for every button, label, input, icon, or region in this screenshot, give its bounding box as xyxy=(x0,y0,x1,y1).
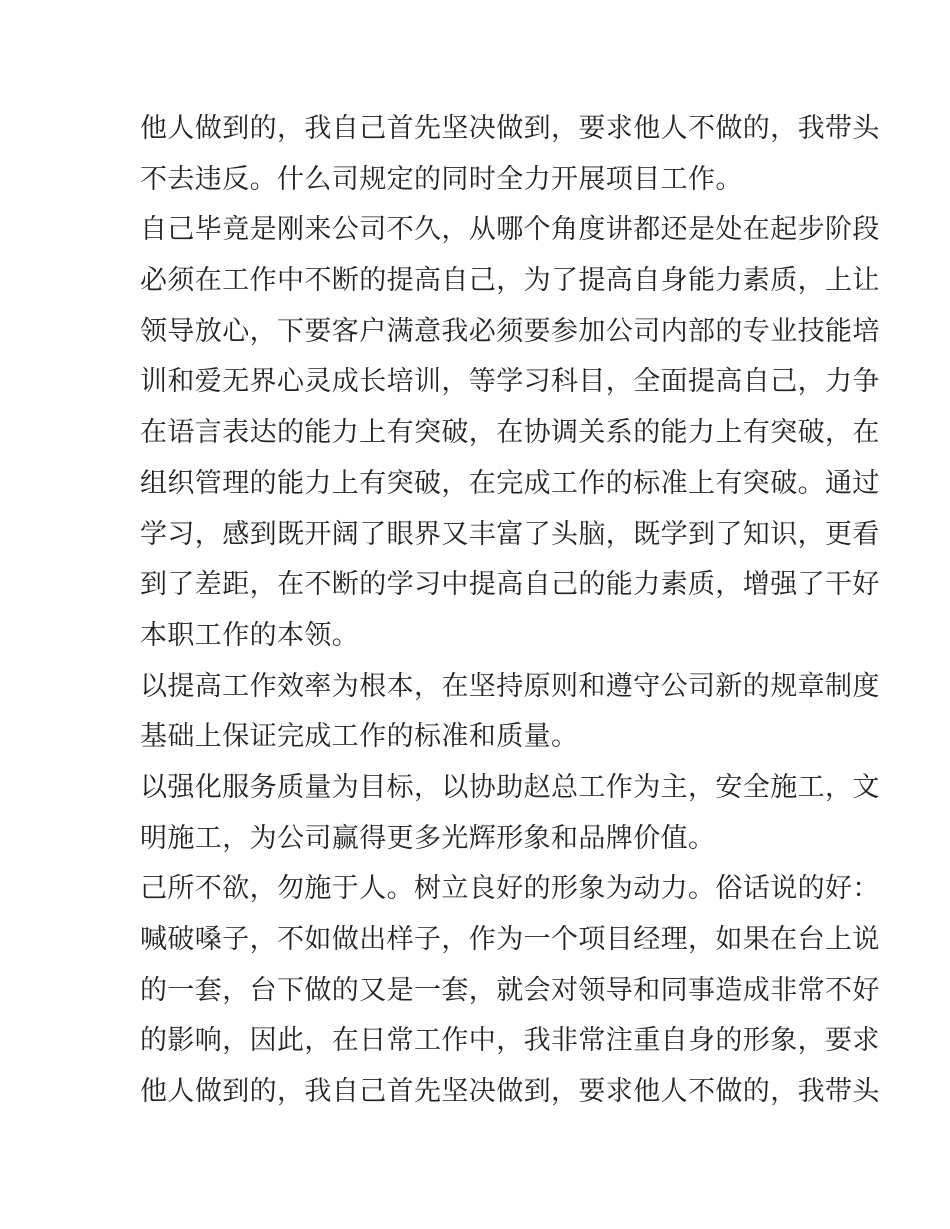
text-line: 他人做到的，我自己首先坚决做到，要求他人不做的，我带头 xyxy=(140,1076,880,1108)
text-line: 学习，感到既开阔了眼界又丰富了头脑，既学到了知识，更看 xyxy=(140,518,880,550)
text-line: 喊破嗓子，不如做出样子，作为一个项目经理，如果在台上说 xyxy=(140,924,880,955)
text-line: 不去违反。什么司规定的同时全力开展项目工作。 xyxy=(140,163,743,195)
text-line: 以强化服务质量为目标，以协助赵总工作为主，安全施工，文 xyxy=(140,771,880,803)
text-line: 领导放心，下要客户满意我必须要参加公司内部的专业技能培 xyxy=(140,315,880,347)
text-line: 训和爱无界心灵成长培训，等学习科目，全面提高自己，力争 xyxy=(140,366,880,398)
text-line: 己所不欲，勿施于人。树立良好的形象为动力。俗话说的好： xyxy=(140,873,880,905)
text-line: 组织管理的能力上有突破，在完成工作的标准上有突破。通过 xyxy=(140,467,880,499)
text-line: 自己毕竟是刚来公司不久，从哪个角度讲都还是处在起步阶段 xyxy=(140,214,880,246)
text-line: 到了差距，在不断的学习中提高自己的能力素质，增强了干好 xyxy=(140,569,880,601)
text-line: 本职工作的本领。 xyxy=(140,619,360,651)
text-line: 的影响，因此，在日常工作中，我非常注重自身的形象，要求 xyxy=(140,1025,880,1057)
text-line: 以提高工作效率为根本，在坚持原则和遵守公司新的规章制度 xyxy=(140,670,880,702)
text-line: 他人做到的，我自己首先坚决做到，要求他人不做的，我带头 xyxy=(140,113,880,144)
text-line: 明施工，为公司赢得更多光辉形象和品牌价值。 xyxy=(140,822,716,854)
text-line: 必须在工作中不断的提高自己，为了提高自身能力素质，上让 xyxy=(140,265,880,297)
text-line: 基础上保证完成工作的标准和质量。 xyxy=(140,721,579,753)
body-text xyxy=(140,104,880,1118)
text-line: 在语言表达的能力上有突破，在协调关系的能力上有突破，在 xyxy=(140,417,880,449)
text-line: 的一套，台下做的又是一套，就会对领导和同事造成非常不好 xyxy=(140,974,880,1006)
